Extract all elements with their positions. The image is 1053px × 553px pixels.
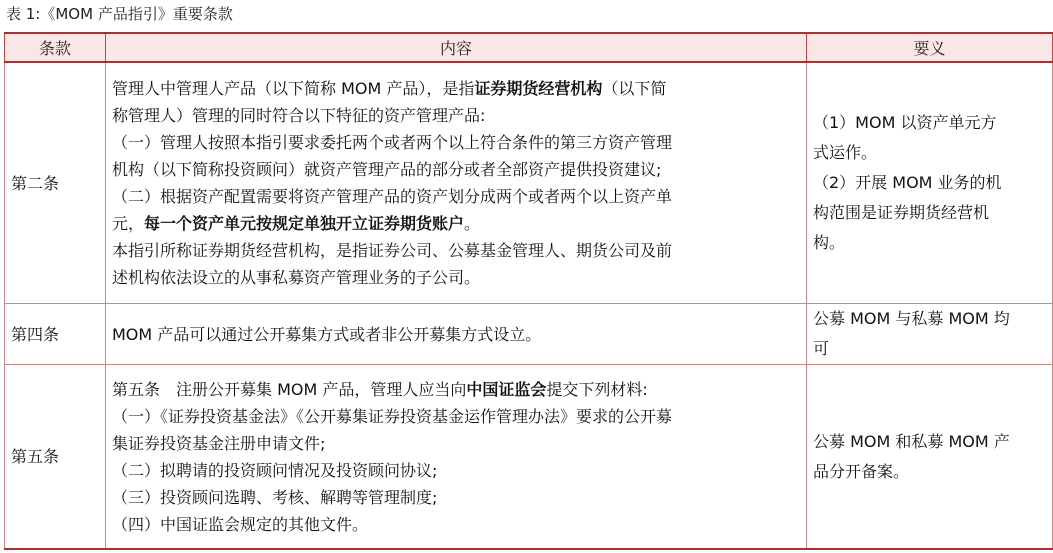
content-line: 述机构依法设立的从事私募资产管理业务的子公司。 (112, 268, 481, 287)
table-row (5, 304, 1053, 365)
meaning-line: 品分开备案。 (813, 461, 910, 481)
header-clause: 条款 (5, 33, 106, 62)
table-row (5, 365, 1053, 550)
meaning-cell (807, 62, 1053, 304)
content-line: （二）根据资产配置需要将资产管理产品的资产划分成两个或者两个以上资产单 (112, 187, 673, 206)
content-line: MOM 产品可以通过公开募集方式或者非公开募集方式设立。 (112, 324, 542, 344)
content-line: 称管理人）管理的同时符合以下特征的资产管理产品: (112, 106, 486, 125)
content-line: （四）中国证监会规定的其他文件。 (112, 514, 369, 534)
meaning-line: 可 (813, 339, 830, 358)
content-line: （二）拟聘请的投资顾问情况及投资顾问协议; (112, 460, 438, 480)
meaning-line: 构范围是证券期货经营机 (813, 203, 990, 222)
content-cell (106, 62, 807, 304)
clauses-table (4, 32, 1053, 550)
emphasis-text: 证券期货经营机构 (474, 79, 603, 98)
clause-cell: 第二条 (5, 62, 106, 304)
content-line: 管理人中管理人产品（以下简称 MOM 产品），是指证券期货经营机构（以下简 (112, 79, 667, 98)
emphasis-text: 中国证监会 (466, 379, 547, 399)
content-line: 元，每一个资产单元按规定单独开立证券期货账户。 (112, 214, 481, 233)
content-line: 机构（以下简称投资顾问）就资产管理产品的部分或者全部资产提供投资建议; (112, 160, 662, 179)
header-meaning: 要义 (807, 33, 1053, 62)
content-cell (106, 304, 807, 365)
meaning-line: 公募 MOM 和私募 MOM 产 (813, 431, 1010, 451)
header-content: 内容 (106, 33, 807, 62)
table-row (5, 62, 1053, 304)
meaning-line: 构。 (813, 233, 846, 252)
meaning-line: （1）MOM 以资产单元方 (813, 113, 997, 132)
content-line: （一）管理人按照本指引要求委托两个或者两个以上符合条件的第三方资产管理 (112, 133, 673, 152)
meaning-line: 公募 MOM 与私募 MOM 均 (813, 309, 1010, 328)
meaning-line: （2）开展 MOM 业务的机 (813, 173, 1002, 192)
meaning-line: 式运作。 (813, 143, 878, 162)
clause-cell: 第四条 (5, 304, 106, 365)
content-cell (106, 365, 807, 550)
content-line: 本指引所称证券期货经营机构，是指证券公司、公募基金管理人、期货公司及前 (112, 241, 673, 260)
table-caption: 表 1:《MOM 产品指引》重要条款 (6, 5, 233, 23)
meaning-cell (807, 365, 1053, 550)
meaning-cell (807, 304, 1053, 365)
table-header-row (5, 33, 1053, 62)
clause-cell: 第五条 (5, 365, 106, 550)
emphasis-text: 每一个资产单元按规定单独开立证券期货账户 (144, 214, 465, 233)
content-line: 集证券投资基金注册申请文件; (112, 433, 326, 453)
content-line: （一）《证券投资基金法》《公开募集证券投资基金运作管理办法》要求的公开募 (112, 406, 673, 426)
content-line: 第五条 注册公开募集 MOM 产品，管理人应当向中国证监会提交下列材料: (112, 379, 648, 399)
content-line: （三）投资顾问选聘、考核、解聘等管理制度; (112, 487, 438, 507)
